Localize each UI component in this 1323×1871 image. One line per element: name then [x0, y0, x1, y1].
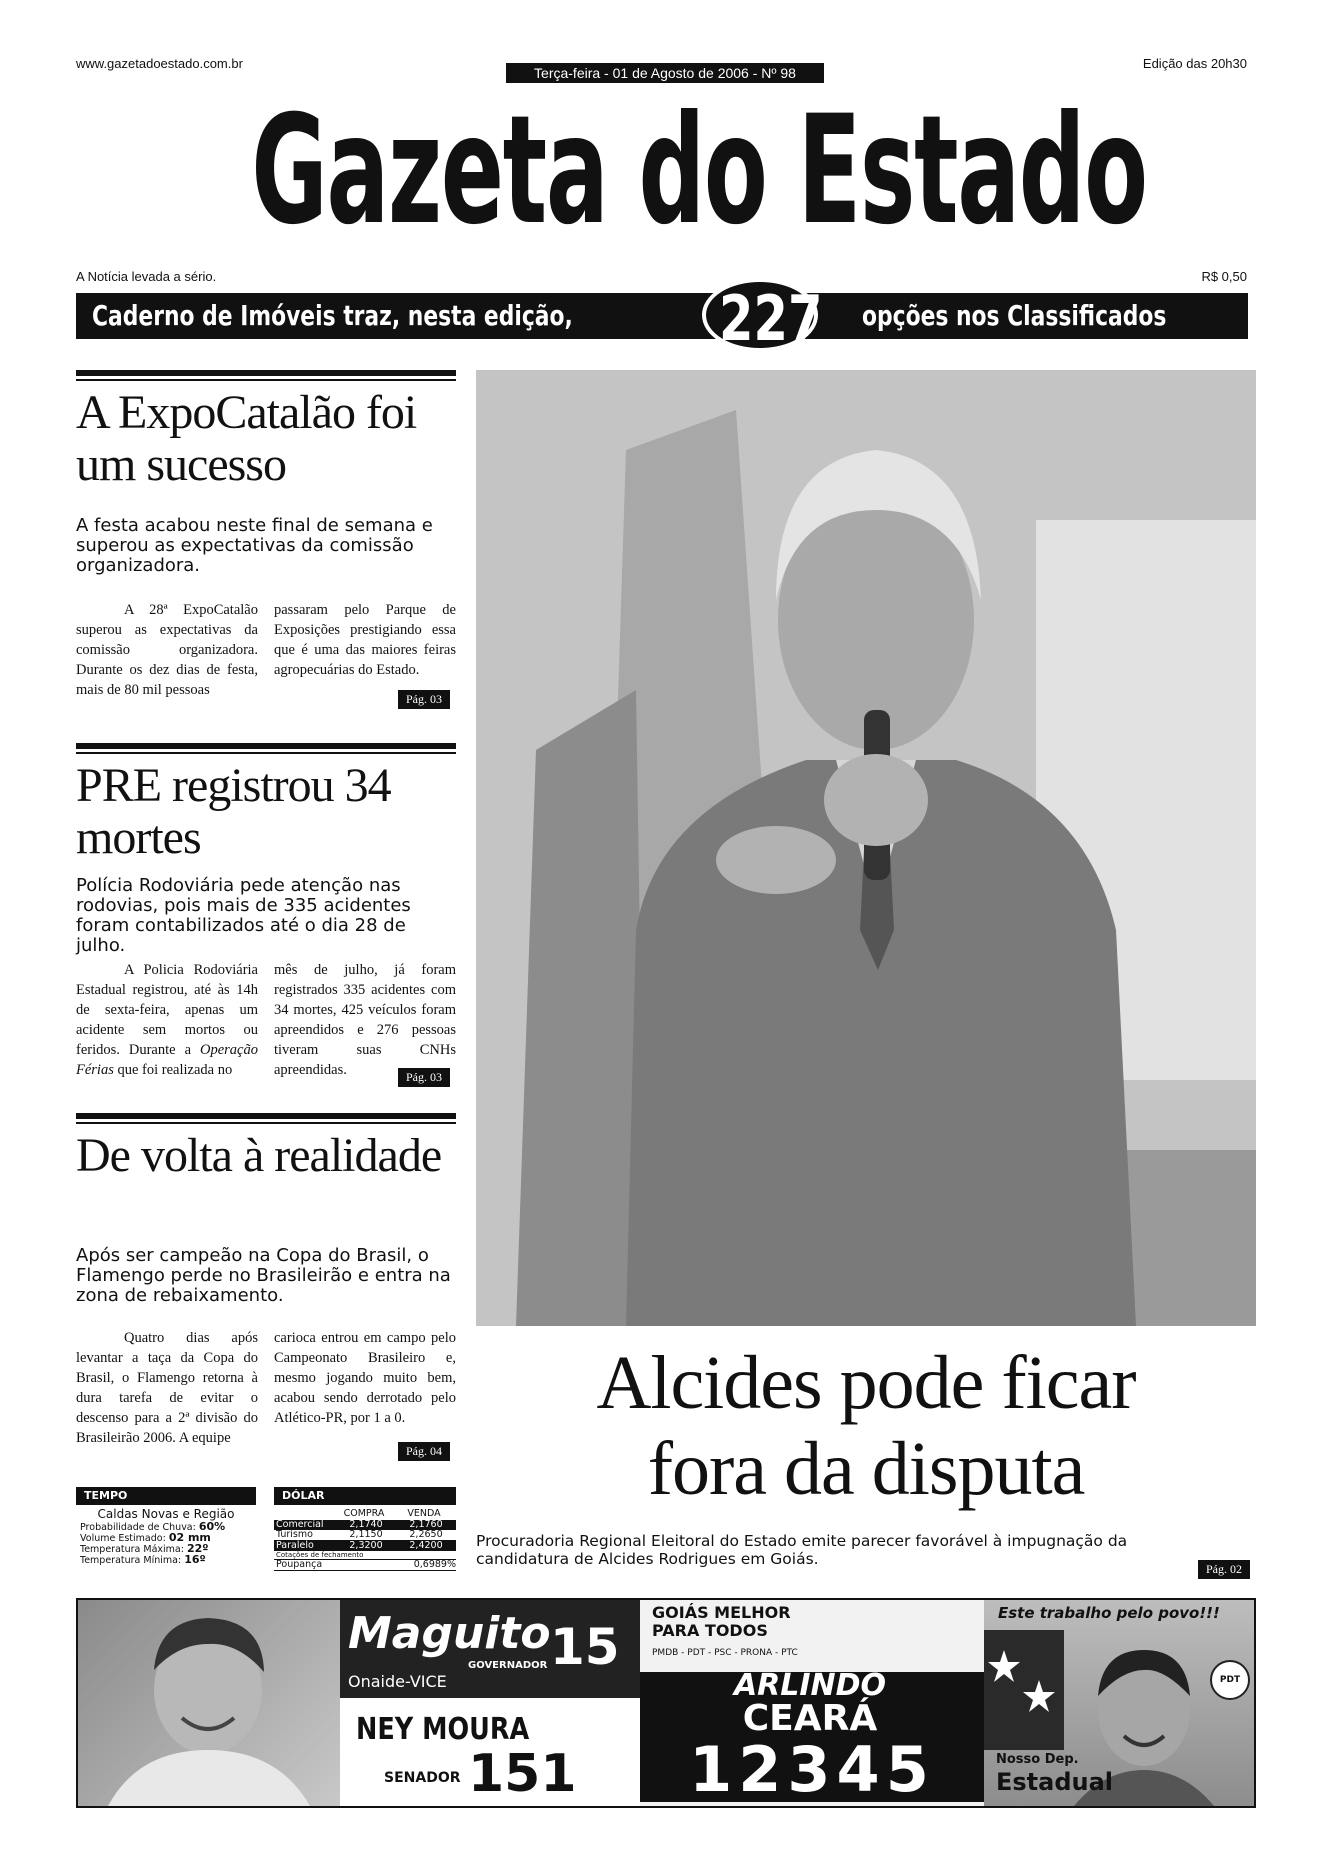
divider	[76, 743, 456, 749]
candidate-number-3: 12345	[689, 1733, 935, 1806]
campaign-slogan: GOIÁS MELHOR PARA TODOS	[652, 1603, 791, 1640]
masthead-title: Gazeta do Estado	[251, 84, 1147, 258]
candidate-portrait-icon	[78, 1600, 340, 1806]
main-headline-line: fora da disputa	[647, 1427, 1085, 1511]
story-text: carioca entrou em campo pelo Campeonato Brasileiro e, mesmo jogando muito bem, acabou sendo derrotado pelo Atlético-PR, por 1 a 0.	[274, 1330, 456, 1426]
story-headline[interactable]: A ExpoCatalão foi um sucesso	[76, 386, 417, 491]
page-reference[interactable]: Pág. 03	[398, 690, 450, 709]
story-text: A Policia Rodoviária Estadual registrou, até às 14h de sexta-feira, apenas um acidente sem mortos ou feridos. Durante a Operação Férias que foi realizada no	[76, 962, 258, 1078]
weather-row: Probabilidade de Chuva: 60%	[80, 1520, 226, 1533]
candidate-number-1: 15	[550, 1618, 620, 1676]
tagline: A Notícia levada a sério.	[76, 269, 217, 284]
issue-date-bar: Terça-feira - 01 de Agosto de 2006 - Nº 98	[506, 63, 824, 83]
candidate-tagline-4: Este trabalho pelo povo!!!	[998, 1604, 1220, 1622]
site-url[interactable]: www.gazetadoestado.com.br	[76, 56, 243, 71]
dollar-row: Turismo 2,1150 2,2650	[274, 1530, 456, 1541]
divider	[76, 370, 456, 376]
speaker-photo-illustration	[476, 370, 1256, 1326]
story-column	[76, 1328, 258, 1448]
banner-left-text: Caderno de Imóveis traz, nesta edição,	[92, 299, 573, 332]
story-text: Quatro dias após levantar a taça da Copa do Brasil, o Flamengo retorna à dura tarefa de evitar o descenso para a 2ª divisão do Brasileirão 2006. A equipe	[76, 1330, 258, 1446]
story-column	[76, 960, 258, 1080]
candidate-role-4b: Estadual	[996, 1768, 1114, 1796]
story-column	[274, 600, 456, 680]
dollar-header-row: COMPRA VENDA	[343, 1508, 441, 1519]
candidate-name-2: NEY MOURA	[356, 1712, 530, 1747]
main-headline-line: Alcides pode ficar	[596, 1341, 1136, 1425]
story-deck: A festa acabou neste final de semana e superou as expectativas da comissão organizadora.	[76, 515, 433, 576]
main-story-photo[interactable]	[476, 370, 1256, 1326]
divider	[76, 1113, 456, 1119]
classifieds-banner[interactable]	[76, 293, 1248, 339]
story-column	[274, 960, 456, 1080]
flag-stars-icon	[984, 1630, 1064, 1750]
weather-box-title: TEMPO	[76, 1487, 256, 1505]
weather-row: Temperatura Máxima: 22º	[80, 1542, 209, 1555]
candidate-role-2: SENADOR	[384, 1770, 461, 1786]
story-headline[interactable]: De volta à realidade	[76, 1129, 442, 1182]
banner-right-text: opções nos Classificados	[862, 299, 1167, 332]
story-column	[76, 600, 258, 700]
candidate-panel-governor	[340, 1600, 640, 1806]
dollar-row: Comercial 2,1740 2,1760	[274, 1520, 456, 1530]
candidate-role-4: Nosso Dep.	[996, 1752, 1079, 1767]
dollar-row: Paralelo 2,3200 2,4200	[274, 1541, 456, 1551]
divider	[76, 1122, 456, 1124]
party-logo-4: PDT	[1210, 1660, 1250, 1700]
savings-row: Poupança 0,6989%	[276, 1559, 456, 1570]
candidate-name-1: Maguito	[348, 1608, 551, 1659]
banner-number: 227	[718, 282, 823, 355]
divider	[76, 379, 456, 381]
price: R$ 0,50	[1201, 269, 1247, 284]
dollar-note: Cotações de fechamento	[276, 1551, 364, 1559]
story-deck: Polícia Rodoviária pede atenção nas rodovias, pois mais de 335 acidentes foram contabilizados até o dia 28 de julho.	[76, 875, 411, 956]
weather-region: Caldas Novas e Região	[97, 1507, 235, 1521]
candidate-number-2: 151	[468, 1744, 577, 1804]
main-story-deck: Procuradoria Regional Eleitoral do Estado emite parecer favorável à impugnação da candidatura de Alcides Rodrigues em Goiás.	[476, 1532, 1128, 1568]
story-deck: Após ser campeão na Copa do Brasil, o Flamengo perde no Brasileirão e entra na zona de rebaixamento.	[76, 1245, 451, 1306]
weather-table	[80, 1522, 256, 1566]
story-text: passaram pelo Parque de Exposições prestigiando essa que é uma das maiores feiras agropecuárias do Estado.	[274, 602, 456, 678]
banner-number-badge	[702, 278, 823, 355]
weather-row: Volume Estimado: 02 mm	[80, 1531, 211, 1544]
story-text: A 28ª ExpoCatalão superou as expectativas da comissão organizadora. Durante os dez dias de festa, mais de 80 mil pessoas	[76, 602, 258, 698]
candidate-name-3: ARLINDO	[733, 1668, 887, 1703]
campaign-advertisement[interactable]	[76, 1598, 1256, 1808]
candidate-panel-state	[984, 1600, 1254, 1806]
story-headline[interactable]: PRE registrou 34 mortes	[76, 759, 391, 864]
page-reference[interactable]: Pág. 04	[398, 1442, 450, 1461]
edition-time: Edição das 20h30	[1142, 56, 1247, 71]
story-text: mês de julho, já foram registrados 335 acidentes com 34 mortes, 425 veículos foram apreendidos e 276 pessoas tiveram suas CNHs apreendidas.	[274, 962, 456, 1078]
party-coalition: PMDB - PDT - PSC - PRONA - PTC	[652, 1648, 798, 1658]
page-reference[interactable]: Pág. 03	[398, 1068, 450, 1087]
story-column	[274, 1328, 456, 1428]
main-headline[interactable]	[476, 1340, 1256, 1512]
page-reference[interactable]: Pág. 02	[1198, 1560, 1250, 1579]
vice-name: Onaide-VICE	[348, 1672, 447, 1691]
dollar-table	[274, 1509, 456, 1571]
weather-row: Temperatura Mínima: 16º	[80, 1553, 206, 1566]
candidate-photo-1	[78, 1600, 340, 1806]
candidate-name-3b: CEARÁ	[742, 1698, 878, 1739]
dollar-box-title: DÓLAR	[274, 1487, 456, 1505]
candidate-role-1: GOVERNADOR	[468, 1660, 548, 1671]
divider	[76, 752, 456, 754]
candidate-panel-deputy	[640, 1600, 984, 1806]
